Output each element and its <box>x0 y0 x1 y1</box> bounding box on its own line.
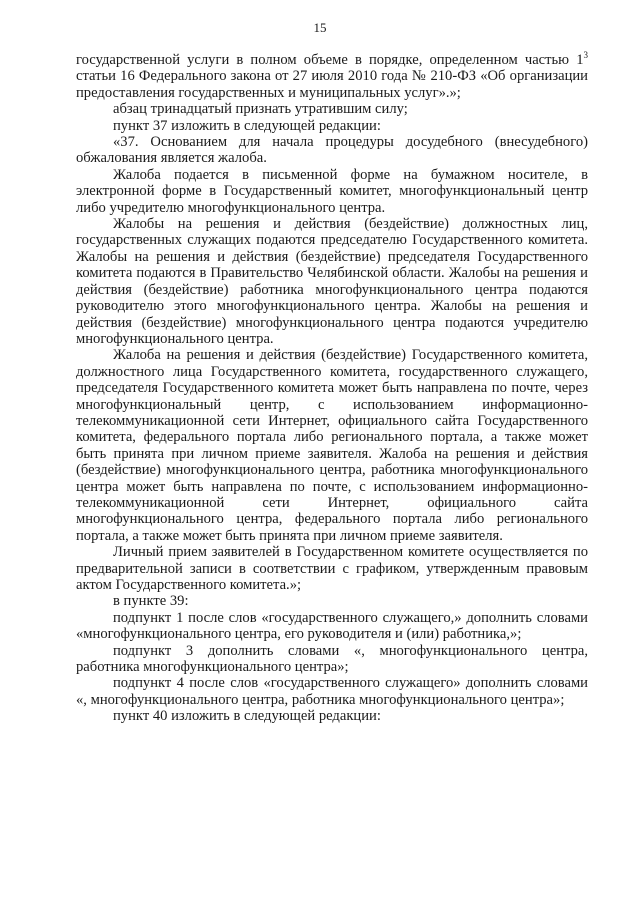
paragraph-9: в пункте 39: <box>113 593 189 610</box>
paragraph-11: подпункт 3 дополнить словами «, многофункционального центра, работника многофункционального центра»; <box>76 642 588 676</box>
paragraph-1-text-after: статьи 16 Федерального закона от 27 июля 2010 года № 210-ФЗ «Об организации предоставления государственных и муниципальных услуг».»; <box>76 68 588 101</box>
paragraph-7: Жалоба на решения и действия (бездействие) Государственного комитета, должностного лица Государственного комитета, государственного служащего, председателя Государственного комитета может быть направлена по почте, через многофункциональный центр, с использованием информационно-телекоммуникационной сети Интернет, официального сайта Государственного комитета, федерального портала либо регионального портала, а также может быть принята при личном приеме заявителя. Жалоба на решения и действия (бездействие) многофункционального центра, работника многофункционального центра может быть направлена по почте, с использованием информационно-телекоммуникационной сети Интернет, официального сайта многофункционального центра, федерального портала либо регионального портала, а также может быть принята при личном приеме заявителя. <box>76 347 588 544</box>
document-body <box>76 52 588 725</box>
paragraph-2: абзац тринадцатый признать утратившим силу; <box>113 101 408 118</box>
paragraph-13: пункт 40 изложить в следующей редакции: <box>113 708 381 725</box>
paragraph-4: «37. Основанием для начала процедуры досудебного (внесудебного) обжалования является жалоба. <box>76 134 588 167</box>
paragraph-1 <box>76 52 588 101</box>
paragraph-3: пункт 37 изложить в следующей редакции: <box>113 117 381 134</box>
paragraph-1-text: государственной услуги в полном объеме в порядке, определенном частью 1 <box>76 52 584 68</box>
paragraph-6: Жалобы на решения и действия (бездействие) должностных лиц, государственных служащих подаются председателю Государственного комитета. Жалобы на решения и действия (бездействие) председателя Государственного комитета подаются в Правительство Челябинской области. Жалобы на решения и действия (бездействие) работника многофункционального центра подаются руководителю этого многофункционального центра. Жалобы на решения и действия (бездействие) многофункционального центра подаются учредителю многофункционального центра. <box>76 216 588 347</box>
paragraph-10: подпункт 1 после слов «государственного служащего,» дополнить словами «многофункционального центра, его руководителя и (или) работника,»; <box>76 609 588 643</box>
paragraph-12: подпункт 4 после слов «государственного служащего» дополнить словами «, многофункционального центра, работника многофункционального центра»; <box>76 675 588 708</box>
paragraph-8: Личный прием заявителей в Государственном комитете осуществляется по предварительной записи в соответствии с графиком, утвержденным правовым актом Государственного комитета.»; <box>76 544 588 593</box>
page-number: 15 <box>313 20 327 35</box>
paragraph-5: Жалоба подается в письменной форме на бумажном носителе, в электронной форме в Государственный комитет, многофункциональный центр либо учредителю многофункционального центра. <box>76 166 588 216</box>
superscript: 3 <box>583 50 588 61</box>
